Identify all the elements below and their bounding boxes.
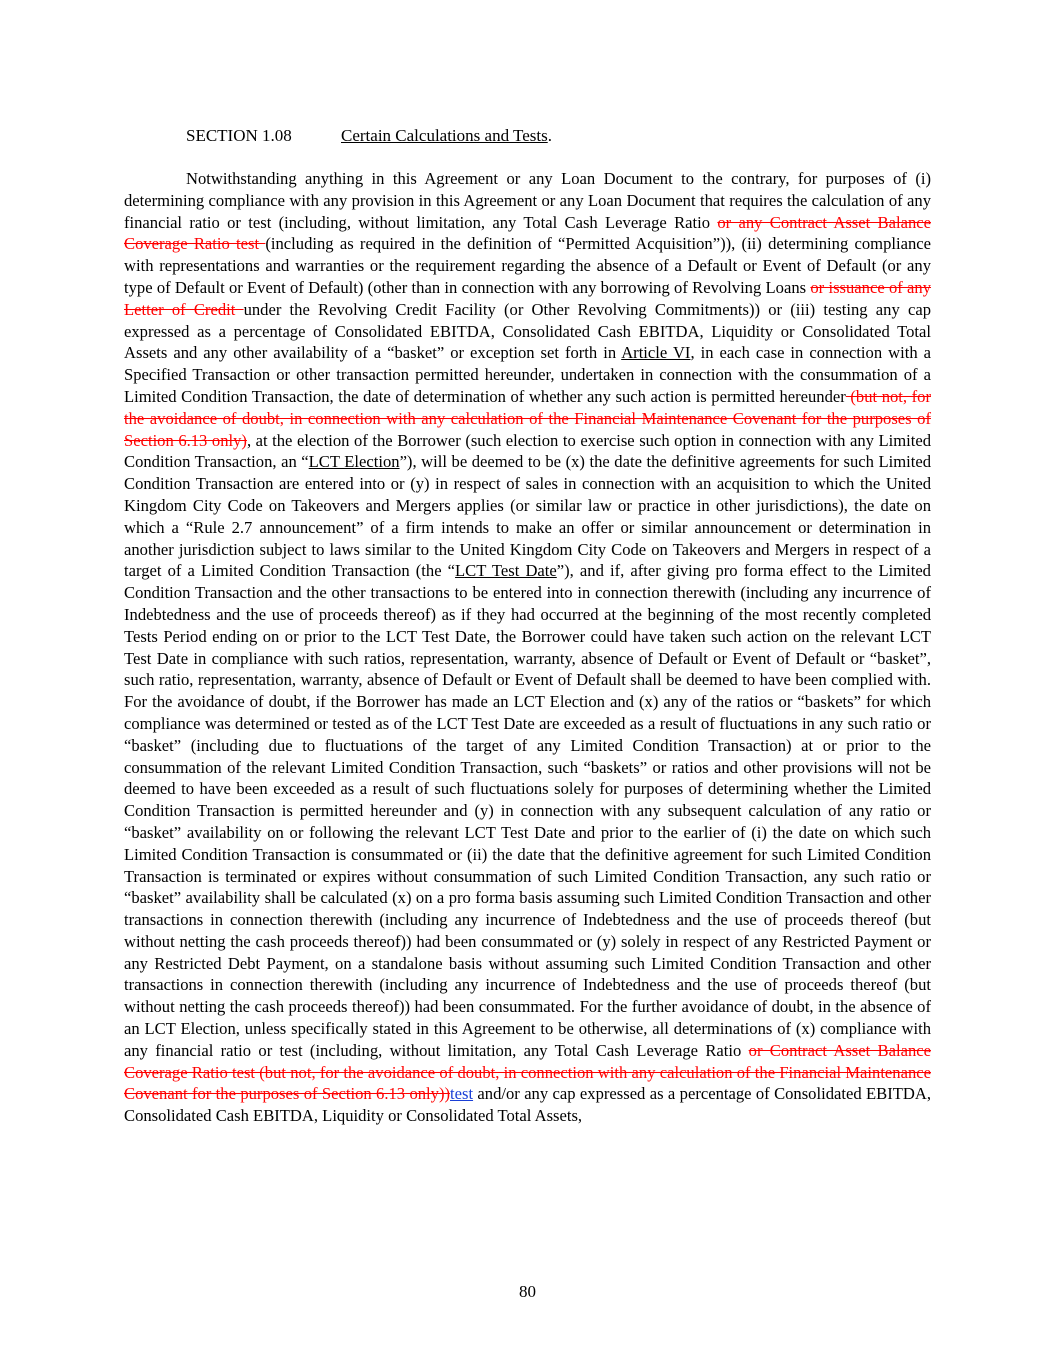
deleted-section-reference: Section 6.13 <box>321 1084 406 1104</box>
text-run: , in each case in connection with a Specified Transaction or other transaction permitted hereunder, undertaken in connection with the consummation of a Limited Condition Transaction, the date of determination of whether any such action is permitted hereunder <box>124 343 931 406</box>
deleted-text: only)) <box>405 1084 451 1104</box>
deleted-text: or issuance of any Letter of Credit <box>124 277 932 319</box>
section-title-period: . <box>547 126 552 145</box>
text-run: (including as required in the definition of “Permitted Acquisition”)), (ii) determining compliance with representations and warranties or the requirement regarding the absence of a Default or Event of Default (or any type of Default or Event of Default) (other than in connection with any borrowing of Revolving Loans <box>124 234 931 297</box>
text-run: and/or any cap expressed as a percentage of Consolidated EBITDA, Consolidated Cash EBITDA, Liquidity or Consolidated Total Assets, <box>124 1084 931 1126</box>
section-title: Certain Calculations and Tests <box>341 126 548 145</box>
deleted-section-reference: Section 6.13 <box>124 430 208 450</box>
article-reference: Article VI <box>621 343 691 363</box>
text-run: ”), and if, after giving pro forma effect to the Limited Condition Transaction and the other transactions to be entered into in connection therewith (including any incurrence of Indebtedness and the use of proceeds thereof) as if they had occurred at the beginning of the most recently completed Tests Period ending on or prior to the LCT Test Date, the Borrower could have taken such action on the relevant LCT Test Date in compliance with such ratios, representation, warranty, absence of Default or Event of Default or “basket”, such ratio, representation, warranty, absence of Default or Event of Default shall be deemed to have been complied with. For the avoidance of doubt, if the Borrower has made an LCT Election and (x) any of the ratios or “baskets” for which compliance was determined or tested as of the LCT Test Date are exceeded as a result of fluctuations in any such ratio or “basket” (including due to fluctuations of the target of any Limited Condition Transaction) at or prior to the consummation of the relevant Limited Condition Transaction, such “baskets” or ratios and other provisions will not be deemed to have been exceeded as a result of such fluctuations solely for purposes of determining whether the Limited Condition Transaction is permitted hereunder and (y) in connection with any subsequent calculation of any ratio or “basket” availability on or following the relevant LCT Test Date and prior to the earlier of (i) the date on which such Limited Condition Transaction is consummated or (ii) the date that the definitive agreement for such Limited Condition Transaction is terminated or expires without consummation of such Limited Condition Transaction, any such ratio or “basket” availability shall be calculated (x) on a pro forma basis assuming such Limited Condition Transaction and other transactions in connection therewith (including any incurrence of Indebtedness and the use of proceeds thereof (but without netting the cash proceeds thereof)) had been consummated or (y) solely in respect of any Restricted Payment or any Restricted Debt Payment, on a standalone basis without assuming such Limited Condition Transaction and other transactions in connection therewith (including any incurrence of Indebtedness and the use of proceeds thereof (but without netting the cash proceeds thereof)) had been consummated. For the further avoidance of doubt, in the absence of an LCT Election, unless specifically stated in this Agreement to be otherwise, all determinations of (x) compliance with any financial ratio or test (including, without limitation, any Total Cash Leverage Ratio <box>124 561 931 1060</box>
text-run: Notwithstanding anything in this Agreement or any Loan Document to the contrary, for purposes of (i) determining compliance with any provision in this Agreement or any Loan Document that requires the calculation of any financial ratio or test (including, without limitation, any Total Cash Leverage Ratio <box>124 169 931 232</box>
text-run: ”), will be deemed to be (x) the date the definitive agreements for such Limited Condition Transaction are entered into or (y) in respect of sales in connection with an acquisition to which the United Kingdom City Code on Takeovers and Mergers applies (or similar law or practice in other jurisdictions), the date on which a “Rule 2.7 announcement” of a firm intends to make an offer or similar announcement or determination in another jurisdiction subject to laws similar to the United Kingdom City Code on Takeovers and Mergers in respect of a target of a Limited Condition Transaction (the “ <box>124 452 931 581</box>
section-number: SECTION 1.08 <box>186 126 292 145</box>
deleted-text: or Contract Asset Balance Coverage Ratio test (but not, for the avoidance of doubt, in connection with any calculation of the Financial Maintenance Covenant for the purposes of <box>124 1040 931 1104</box>
defined-term-lct-election: LCT Election <box>308 452 400 472</box>
text-run: , at the election of the Borrower (such election to exercise such option in connection with any Limited Condition Transaction, an “ <box>124 430 931 472</box>
inserted-text: test <box>450 1084 474 1104</box>
text-run: under the Revolving Credit Facility (or Other Revolving Commitments)) or (iii) testing any cap expressed as a percentage of Consolidated EBITDA, Consolidated Cash EBITDA, Liquidity or Consolidated Total Assets and any other availability of a “basket” or exception set forth in <box>124 299 932 363</box>
section-heading <box>186 126 552 146</box>
defined-term-lct-test-date: LCT Test Date <box>455 561 557 581</box>
body-paragraph <box>124 168 931 1127</box>
page-number: 80 <box>519 1282 536 1301</box>
deleted-text: (but not, for the avoidance of doubt, in connection with any calculation of the Financial Maintenance Covenant for the purposes of <box>124 386 931 428</box>
deleted-text: or any Contract Asset Balance Coverage Ratio test <box>124 212 931 254</box>
deleted-text: only) <box>207 430 247 450</box>
